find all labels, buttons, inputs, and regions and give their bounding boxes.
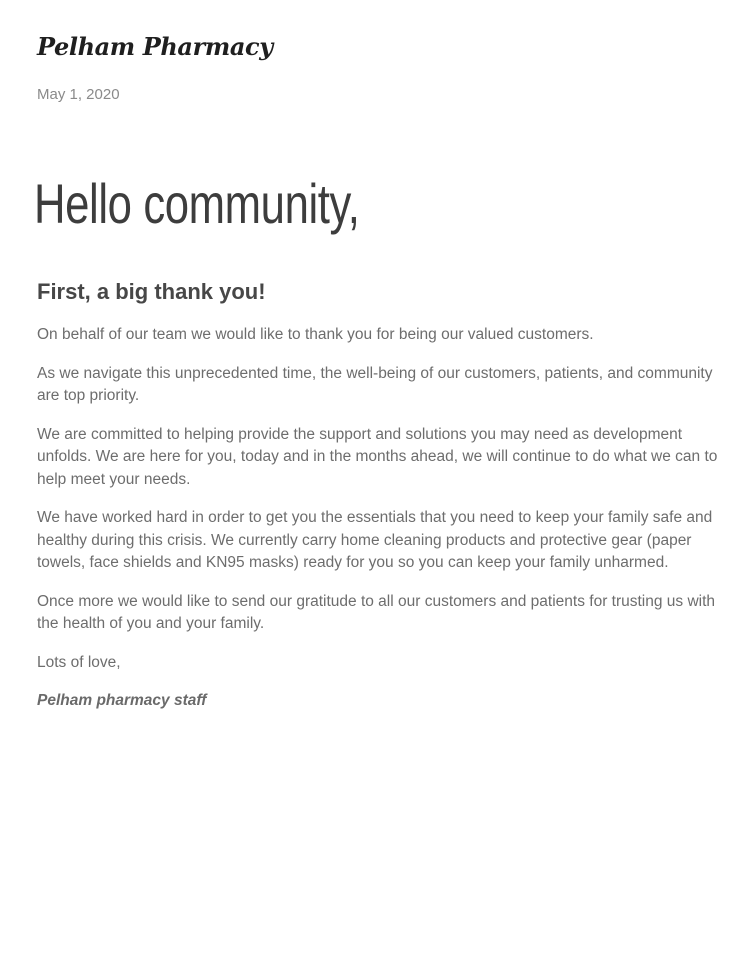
paragraph-commitment: We are committed to helping provide the support and solutions you may need as development unfolds. We are here for you, today and in the months ahead, we will continue to do what we can to help meet your needs. bbox=[37, 425, 718, 488]
paragraph-priority: As we navigate this unprecedented time, the well-being of our customers, patients, and community are top priority. bbox=[37, 364, 713, 404]
page-title: Hello community, bbox=[34, 172, 360, 235]
paragraph-thanks: On behalf of our team we would like to thank you for being our valued customers. bbox=[37, 326, 594, 343]
closing-line: Lots of love, bbox=[37, 653, 121, 671]
paragraph-gratitude: Once more we would like to send our gratitude to all our customers and patients for trusting us with the health of you and your family. bbox=[37, 592, 716, 632]
post-date: May 1, 2020 bbox=[37, 86, 120, 103]
letter-body bbox=[37, 324, 727, 729]
signature: Pelham pharmacy staff bbox=[37, 692, 207, 709]
section-heading: First, a big thank you! bbox=[37, 279, 266, 304]
brand-logo: Pelham Pharmacy bbox=[37, 32, 273, 61]
paragraph-essentials: We have worked hard in order to get you the essentials that you need to keep your family safe and healthy during this crisis. We currently carry home cleaning products and protective gear (paper towels, face shields and KN95 masks) ready for you so you can keep your family unharmed. bbox=[37, 509, 713, 571]
